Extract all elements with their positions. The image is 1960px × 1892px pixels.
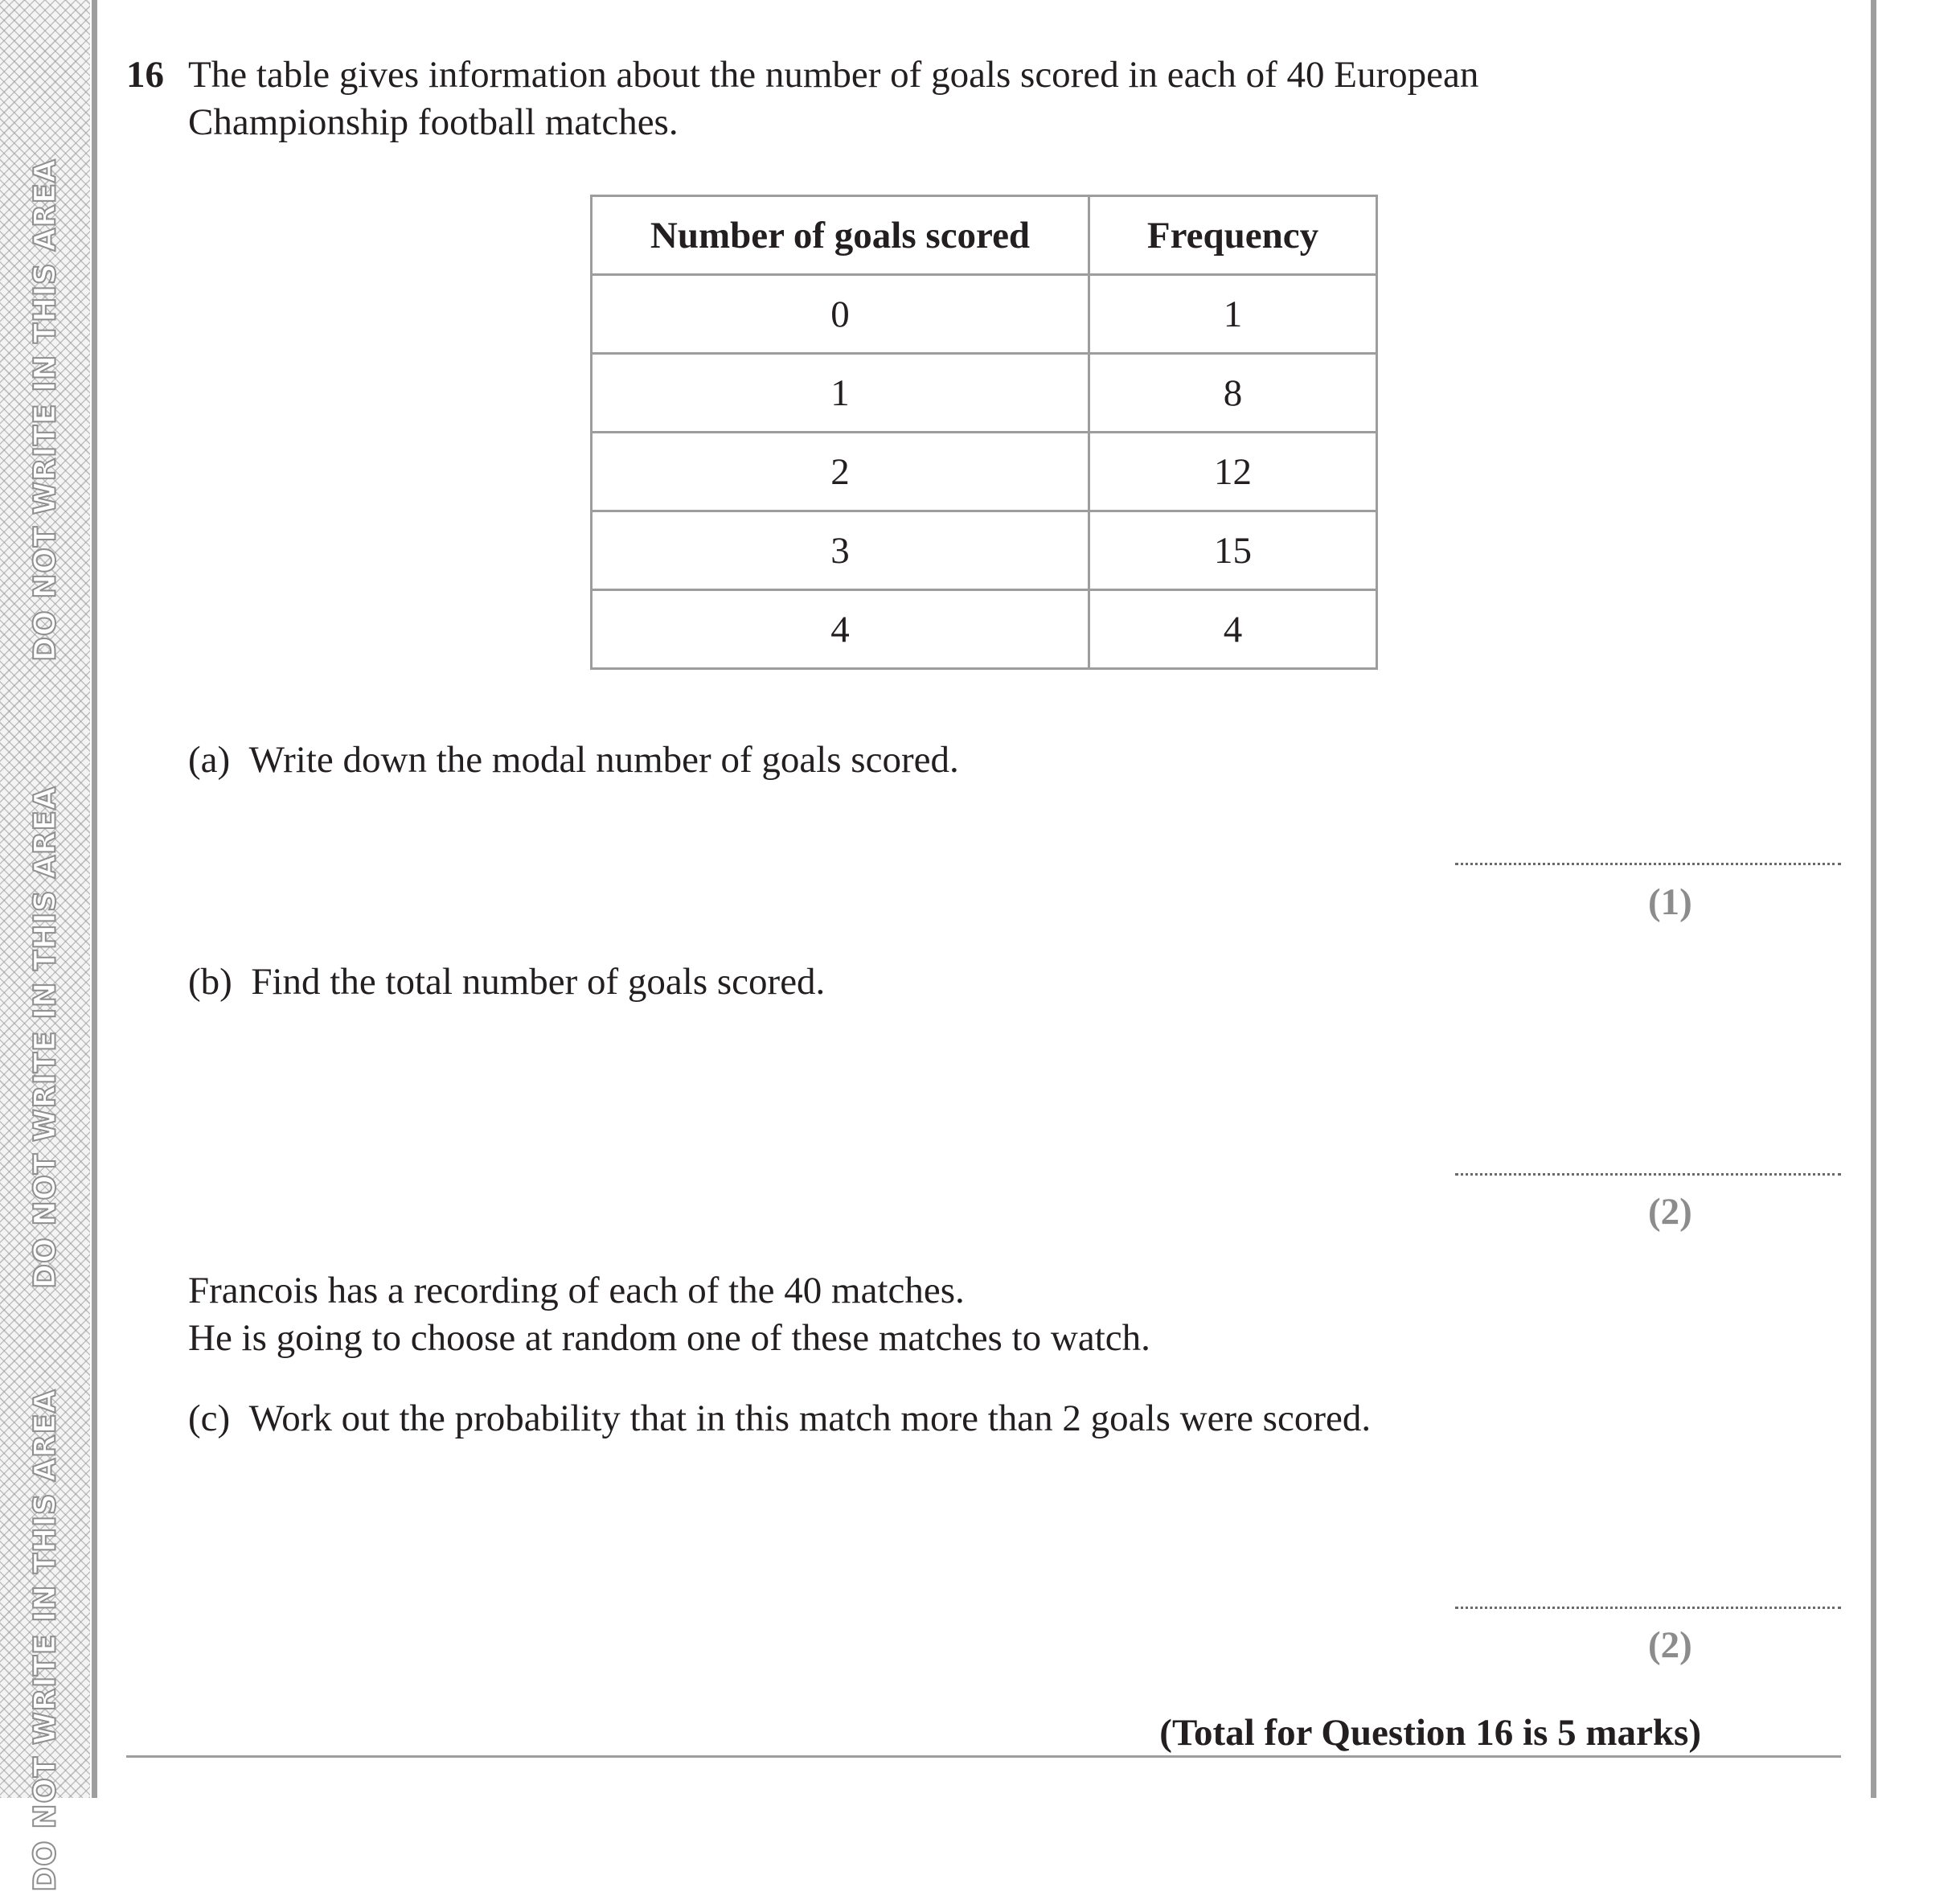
part-b-label: (b) xyxy=(188,961,232,1003)
question-intro xyxy=(188,51,1478,146)
margin-warning-top: DO NOT WRITE IN THIS AREA xyxy=(27,158,63,662)
question-number: 16 xyxy=(126,54,164,96)
table-row xyxy=(592,590,1377,669)
cell-goals: 2 xyxy=(592,433,1089,511)
context-text xyxy=(188,1267,1150,1362)
answer-line-a[interactable] xyxy=(1455,863,1841,865)
margin-warning-bottom: DO NOT WRITE IN THIS AREA xyxy=(27,1389,63,1892)
answer-line-c[interactable] xyxy=(1455,1607,1841,1609)
frequency-table xyxy=(590,195,1378,670)
question-intro-line2: Championship football matches. xyxy=(188,101,679,143)
part-c-text: Work out the probability that in this match more than 2 goals were scored. xyxy=(248,1397,1372,1439)
marks-c: (2) xyxy=(1648,1624,1692,1666)
cell-frequency: 15 xyxy=(1089,511,1377,590)
header-goals: Number of goals scored xyxy=(592,196,1089,275)
part-c-question xyxy=(188,1395,1371,1443)
left-margin-rule xyxy=(92,0,97,1798)
part-b-text: Find the total number of goals scored. xyxy=(251,961,826,1003)
margin-hatch-strip xyxy=(0,0,90,1892)
table-row xyxy=(592,275,1377,354)
context-line2: He is going to choose at random one of these matches to watch. xyxy=(188,1317,1150,1359)
part-c-label: (c) xyxy=(188,1397,231,1439)
part-a-label: (a) xyxy=(188,739,231,781)
header-frequency: Frequency xyxy=(1089,196,1377,275)
context-line1: Francois has a recording of each of the 40 matches. xyxy=(188,1270,965,1311)
cell-frequency: 12 xyxy=(1089,433,1377,511)
question-end-rule xyxy=(126,1755,1841,1758)
cell-frequency: 8 xyxy=(1089,354,1377,433)
cell-goals: 4 xyxy=(592,590,1089,669)
total-marks: (Total for Question 16 is 5 marks) xyxy=(1159,1712,1701,1754)
cell-goals: 0 xyxy=(592,275,1089,354)
answer-line-b[interactable] xyxy=(1455,1173,1841,1176)
marks-b: (2) xyxy=(1648,1191,1692,1233)
table-row xyxy=(592,511,1377,590)
cell-frequency: 1 xyxy=(1089,275,1377,354)
table-row xyxy=(592,354,1377,433)
table-row xyxy=(592,433,1377,511)
cell-goals: 1 xyxy=(592,354,1089,433)
part-a-question xyxy=(188,737,959,784)
right-margin-rule xyxy=(1871,0,1876,1798)
cell-goals: 3 xyxy=(592,511,1089,590)
table-header-row xyxy=(592,196,1377,275)
cell-frequency: 4 xyxy=(1089,590,1377,669)
margin-warning-middle: DO NOT WRITE IN THIS AREA xyxy=(27,786,63,1289)
marks-a: (1) xyxy=(1648,881,1692,923)
part-b-question xyxy=(188,958,825,1006)
question-intro-line1: The table gives information about the number of goals scored in each of 40 European xyxy=(188,54,1479,96)
part-a-text: Write down the modal number of goals scored. xyxy=(248,739,959,781)
